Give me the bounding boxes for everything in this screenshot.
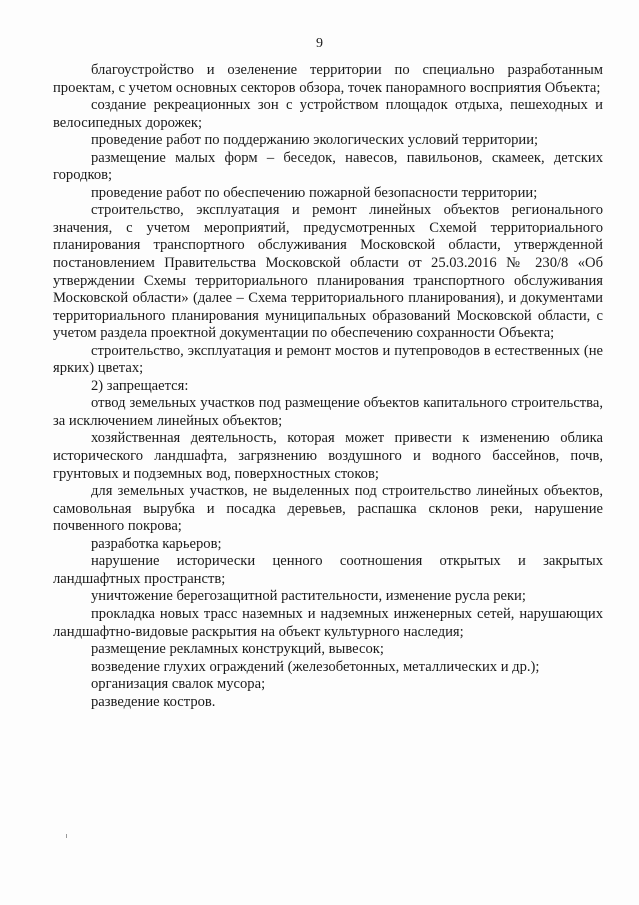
paragraph: организация свалок мусора; (91, 676, 266, 693)
paragraph: разведение костров. (91, 693, 216, 710)
paragraph: уничтожение берегозащитной растительности, изменение русла реки; (91, 588, 526, 605)
paragraph: возведение глухих ограждений (железобетонных, металлических и др.); (91, 658, 540, 675)
paragraph: для земельных участков, не выделенных под строительство линейных объектов, самовольная вырубка и посадка деревьев, распашка склонов реки, нарушение почвенного покрова; (53, 483, 603, 535)
paragraph: прокладка новых трасс наземных и надземных инженерных сетей, нарушающих ландшафтно-видовые раскрытия на объект культурного наследия; (53, 605, 603, 640)
paragraph: отвод земельных участков под размещение объектов капитального строительства, за исключением линейных объектов; (53, 395, 603, 429)
paragraph: благоустройство и озеленение территории по специально разработанным проектам, с учетом основных секторов обзора, точек панорамного восприятия Объекта; (53, 62, 603, 96)
paragraph: 2) запрещается: (91, 377, 189, 394)
paragraph: размещение малых форм – беседок, навесов, павильонов, скамеек, детских городков; (53, 149, 603, 184)
page-number: 9 (316, 36, 323, 51)
paragraph: строительство, эксплуатация и ремонт линейных объектов регионального значения, с учетом мероприятий, предусмотренных Схемой территориального планирования транспортного обслуживания Московской области, утвержденной постановлением Правительства Московской области от 25.03.2016 № 230/8 «Об утверждении Схемы территориального планирования транспортного обслуживания Московской области» (далее – Схема территориального планирования), и документами территориального планирования муниципальных образований Московской области, с учетом раздела проектной документации по обеспечению сохранности Объекта; (53, 202, 603, 342)
paragraph: хозяйственная деятельность, которая может привести к изменению облика исторического ландшафта, загрязнению воздушного и водного бассейнов, почв, грунтовых и подземных вод, поверхностных стоков; (53, 430, 603, 482)
document-body (53, 62, 603, 711)
paragraph: создание рекреационных зон с устройством площадок отдыха, пешеходных и велосипедных дорожек; (53, 97, 603, 131)
paragraph: проведение работ по обеспечению пожарной безопасности территории; (91, 184, 538, 201)
paragraph: проведение работ по поддержанию экологических условий территории; (91, 132, 539, 149)
paragraph: нарушение исторически ценного соотношения открытых и закрытых ландшафтных пространств; (53, 553, 603, 587)
paragraph: строительство, эксплуатация и ремонт мостов и путепроводов в естественных (не ярких) цветах; (53, 342, 603, 377)
paragraph: разработка карьеров; (91, 535, 222, 552)
paragraph: размещение рекламных конструкций, вывесок; (91, 641, 384, 658)
scan-mark (66, 834, 67, 838)
